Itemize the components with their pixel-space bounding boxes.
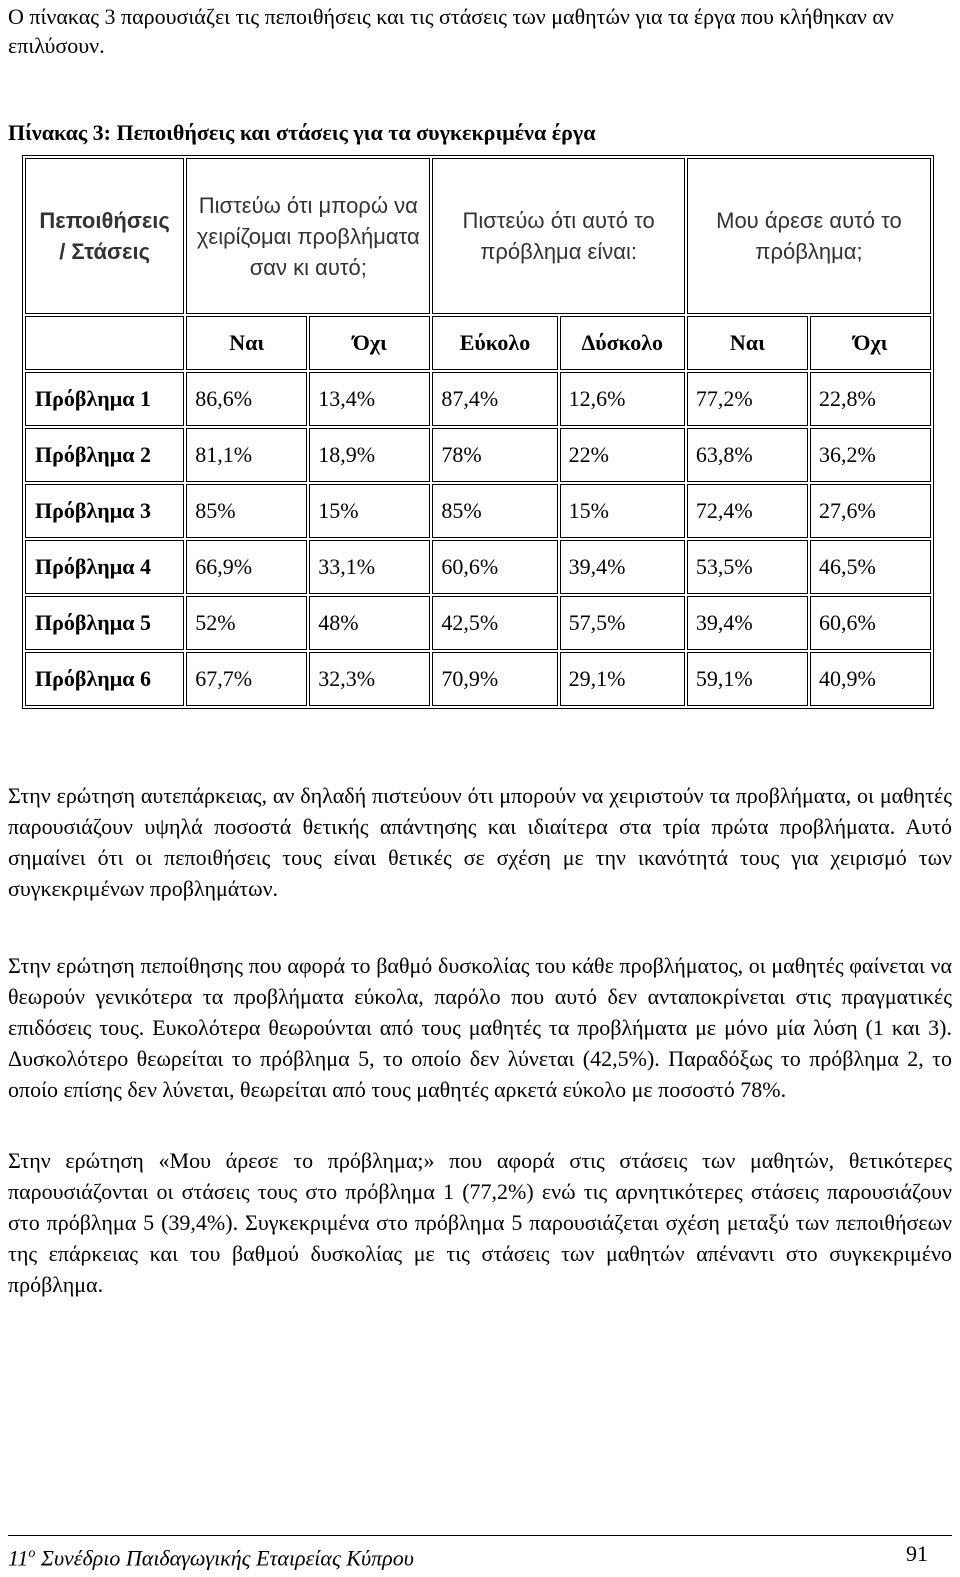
header-beliefs-attitudes: Πεποιθήσεις / Στάσεις xyxy=(25,158,184,314)
intro-paragraph: Ο πίνακας 3 παρουσιάζει τις πεποιθήσεις και τις στάσεις των μαθητών για τα έργα που κλήθηκαν αν επιλύσουν. xyxy=(8,4,894,58)
footer-ordinal-superscript: ο xyxy=(28,1546,36,1561)
row-label: Πρόβλημα 6 xyxy=(25,652,184,706)
table-cell: 39,4% xyxy=(687,596,808,650)
table-cell: 72,4% xyxy=(687,484,808,538)
subheader-yes: Ναι xyxy=(186,316,307,370)
row-label: Πρόβλημα 5 xyxy=(25,596,184,650)
footer-conference-number: 11 xyxy=(8,1545,29,1571)
table-header-row xyxy=(25,158,931,314)
table-caption: Πίνακας 3: Πεποιθήσεις και στάσεις για τα συγκεκριμένα έργα xyxy=(8,120,596,145)
page-number: 91 xyxy=(906,1541,928,1566)
subheader-difficult: Δύσκολο xyxy=(560,316,685,370)
table-cell: 60,6% xyxy=(810,596,931,650)
table-cell: 15% xyxy=(309,484,430,538)
table-cell: 15% xyxy=(560,484,685,538)
table-cell: 63,8% xyxy=(687,428,808,482)
table-cell: 66,9% xyxy=(186,540,307,594)
table-cell: 27,6% xyxy=(810,484,931,538)
table-cell: 78% xyxy=(432,428,557,482)
subheader-easy: Εύκολο xyxy=(432,316,557,370)
table-row xyxy=(25,428,931,482)
footer-divider xyxy=(8,1535,952,1536)
table-cell: 70,9% xyxy=(432,652,557,706)
table-cell: 53,5% xyxy=(687,540,808,594)
row-label: Πρόβλημα 4 xyxy=(25,540,184,594)
table-cell: 32,3% xyxy=(309,652,430,706)
paragraph-difficulty: Στην ερώτηση πεποίθησης που αφορά το βαθμό δυσκολίας του κάθε προβλήματος, οι μαθητές φαίνεται να θεωρούν γενικότερα τα προβλήματα εύκολα, παρόλο που αυτό δεν ανταποκρίνεται στις πραγματικές επιδόσεις τους. Ευκολότερα θεωρούνται από τους μαθητές τα προβλήματα με μόνο μία λύση (1 και 3). Δυσκολότερο θεωρείται το πρόβλημα 5, το οποίο δεν λύνεται (42,5%). Παραδόξως το πρόβλημα 2, το οποίο επίσης δεν λύνεται, θεωρείται από τους μαθητές αρκετά εύκολο με ποσοστό 78%. xyxy=(8,953,952,1102)
table-cell: 85% xyxy=(432,484,557,538)
table-cell: 33,1% xyxy=(309,540,430,594)
row-label: Πρόβλημα 1 xyxy=(25,372,184,426)
beliefs-table xyxy=(22,155,934,709)
header-can-handle: Πιστεύω ότι μπορώ να χειρίζομαι προβλήματα σαν κι αυτό; xyxy=(186,158,430,314)
paragraph-attitudes: Στην ερώτηση «Μου άρεσε το πρόβλημα;» που αφορά στις στάσεις των μαθητών, θετικότερες παρουσιάζονται οι στάσεις τους στο πρόβλημα 1 (77,2%) ενώ τις αρνητικότερες στάσεις παρουσιάζουν στο πρόβλημα 5 (39,4%). Συγκεκριμένα στο πρόβλημα 5 παρουσιάζεται σχέση μεταξύ των πεποιθήσεων της επάρκειας και του βαθμού δυσκολίας με τις στάσεις των μαθητών απέναντι στο συγκεκριμένο πρόβλημα. xyxy=(8,1148,952,1297)
subheader-empty xyxy=(25,316,184,370)
table-cell: 12,6% xyxy=(560,372,685,426)
table-cell: 67,7% xyxy=(186,652,307,706)
table-cell: 59,1% xyxy=(687,652,808,706)
table-cell: 81,1% xyxy=(186,428,307,482)
table-cell: 57,5% xyxy=(560,596,685,650)
table-cell: 85% xyxy=(186,484,307,538)
table-row xyxy=(25,596,931,650)
footer-conference xyxy=(8,1539,414,1573)
table-row xyxy=(25,652,931,706)
table-cell: 46,5% xyxy=(810,540,931,594)
table-cell: 36,2% xyxy=(810,428,931,482)
footer-conference-name: Συνέδριο Παιδαγωγικής Εταιρείας Κύπρου xyxy=(40,1545,414,1571)
paragraph-self-efficacy: Στην ερώτηση αυτεπάρκειας, αν δηλαδή πιστεύουν ότι μπορούν να χειριστούν τα προβλήματα, οι μαθητές παρουσιάζουν υψηλά ποσοστά θετικής απάντησης και ιδιαίτερα στα τρία πρώτα προβλήματα. Αυτό σημαίνει ότι οι πεποιθήσεις τους είναι θετικές σε σχέση με την ικανότητά τους για χειρισμό των συγκεκριμένων προβλημάτων. xyxy=(8,783,952,901)
table-cell: 60,6% xyxy=(432,540,557,594)
table-row xyxy=(25,372,931,426)
table-cell: 22,8% xyxy=(810,372,931,426)
header-problem-is: Πιστεύω ότι αυτό το πρόβλημα είναι: xyxy=(432,158,685,314)
header-liked-problem: Μου άρεσε αυτό το πρόβλημα; xyxy=(687,158,931,314)
table-row xyxy=(25,484,931,538)
table-cell: 29,1% xyxy=(560,652,685,706)
table-subheader-row xyxy=(25,316,931,370)
row-label: Πρόβλημα 3 xyxy=(25,484,184,538)
subheader-no: Όχι xyxy=(309,316,430,370)
subheader-no: Όχι xyxy=(810,316,931,370)
table-cell: 39,4% xyxy=(560,540,685,594)
subheader-yes: Ναι xyxy=(687,316,808,370)
table-cell: 40,9% xyxy=(810,652,931,706)
table-cell: 42,5% xyxy=(432,596,557,650)
table-cell: 86,6% xyxy=(186,372,307,426)
table-cell: 13,4% xyxy=(309,372,430,426)
table-cell: 52% xyxy=(186,596,307,650)
table-cell: 22% xyxy=(560,428,685,482)
table-cell: 77,2% xyxy=(687,372,808,426)
table-cell: 48% xyxy=(309,596,430,650)
table-row xyxy=(25,540,931,594)
row-label: Πρόβλημα 2 xyxy=(25,428,184,482)
table-cell: 18,9% xyxy=(309,428,430,482)
table-cell: 87,4% xyxy=(432,372,557,426)
